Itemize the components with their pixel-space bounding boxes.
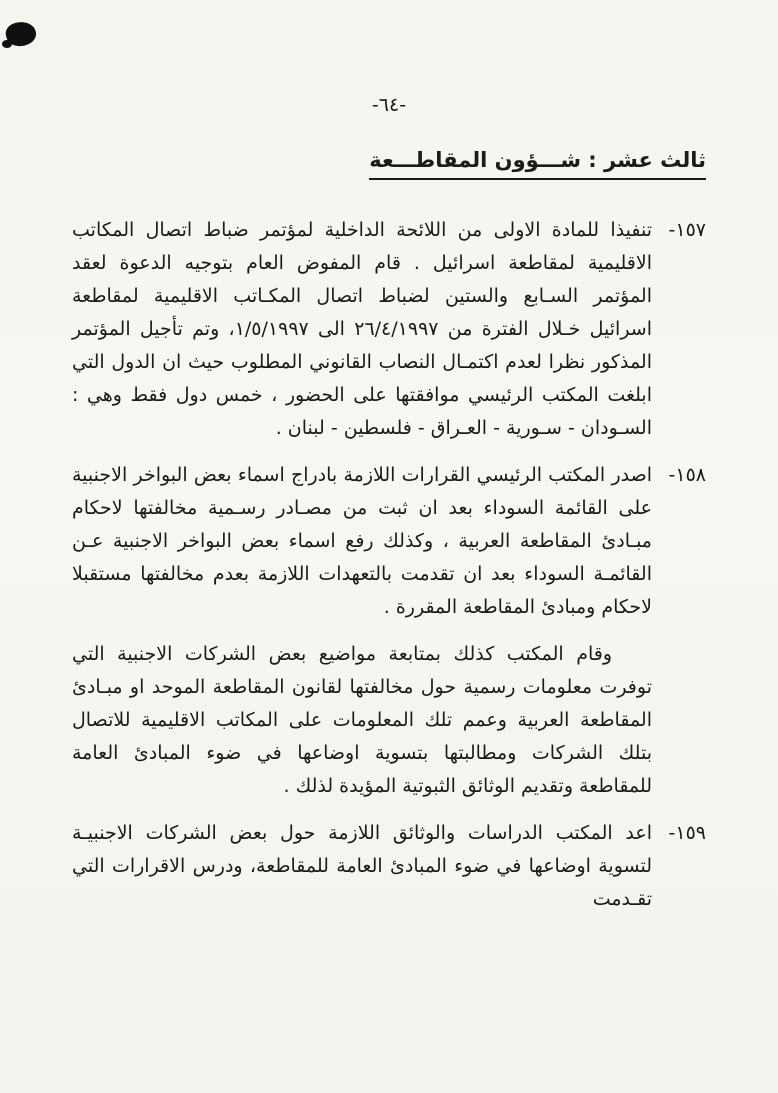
paragraph-text: وقام المكتب كذلك بمتابعة مواضيع بعض الشركات الاجنبية التي توفرت معلومات رسمية حول مخالفتها لقانون المقاطعة الموحد او مبـادئ المقاطعة العربية وعمم تلك المعلومات على المكاتب الاقليمية للاتصال بتلك الشركات ومطالبتها بتسوية اوضاعها في ضوء المبادئ العامة للمقاطعة وتقديم الوثائق الثبوتية المؤيدة لذلك .	[72, 643, 652, 797]
paragraph-number: ١٥٨-	[668, 464, 706, 486]
paragraph-text: تنفيذا للمادة الاولى من اللائحة الداخلية لمؤتمر ضباط اتصال المكاتب الاقليمية لمقاطعة اسرائيل . قام المفوض العام بتوجيه الدعوة لعقد المؤتمر السـابع والستين لضباط اتصال المكـاتب الاقليمية لمقاطعة اسرائيل خـلال الفترة من ٢٦/٤/١٩٩٧ الى ١/٥/١٩٩٧، وتم تأجيل المؤتمر المذكور نظرا لعدم اكتمـال النصاب القانوني المطلوب حيث ان الدول التي ابلغت المكتب الرئيسي موافقتها على الحضور ، خمس دول فقط وهي : السـودان - سـورية - العـراق - فلسطين - لبنان .	[72, 219, 652, 439]
paragraphs	[72, 214, 706, 916]
paragraph-number: ١٥٩-	[668, 822, 706, 844]
section-heading	[72, 148, 706, 180]
paragraph	[72, 638, 706, 803]
section-heading-text: ثالث عشر : شـــؤون المقاطـــعة	[369, 148, 706, 180]
paragraph-text: اصدر المكتب الرئيسي القرارات اللازمة بادراج اسماء بعض البواخر الاجنبية على القائمة السوداء بعد ان ثبت من مصـادر رسـمية مخالفتها لاحكام مبـادئ المقاطعة العربية ، وكذلك رفع اسماء بعض البواخر الاجنبية عـن القائمـة السوداء بعد ان تقدمت بالتعهدات اللازمة بعدم مخالفتها مستقبلا لاحكام ومبادئ المقاطعة المقررة .	[72, 464, 652, 618]
scan-artifact-speck	[2, 40, 12, 48]
paragraph-text: اعد المكتب الدراسات والوثائق اللازمة حول بعض الشركات الاجنبيـة لتسوية اوضاعها في ضوء المبادئ العامة للمقاطعة، ودرس الاقرارات التي تقـدمت	[72, 822, 652, 910]
paragraph	[72, 817, 706, 916]
paragraph	[72, 459, 706, 624]
paragraph-number	[652, 638, 706, 803]
page-number: -٦٤-	[371, 94, 407, 116]
paragraph	[72, 214, 706, 445]
paragraph-number: ١٥٧-	[668, 219, 706, 241]
